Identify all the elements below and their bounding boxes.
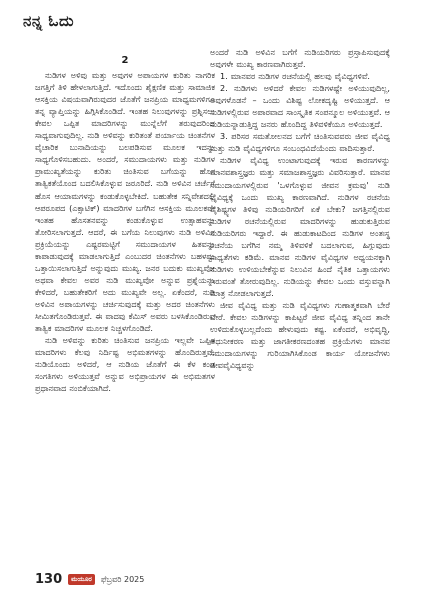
paragraph: ನುಡಿ ಅಳಿವನ್ನು ಕುರಿತು ಚಿಂತಿಸುವ ಜನಪ್ರಿಯ ಇಲ್ಲವೇ ಒಪ್ಪಿತ ಮಾದರಿಗಳು ಕೆಲವು ನಿರ್ದಿಷ್ಟ ಅಭಿಮತಗಳನ್ನು ಹೊಂದಿರುತ್ತವೆ. ನುಡಿಯೊಂದು ಅಳಿದರೆ, ಆ ನುಡಿಯ ಜೊತೆಗೆ ಈ ಕೆಳ ಕಂಡ ಸಂಗತಿಗಳು ಅಳಿಯುತ್ತವೆ ಅನ್ನುವ ಅಭಿಪ್ರಾಯಗಳ ಈ ಅಭಿಮತಗಳ ಪ್ರಧಾನವಾದ ನಂಬಿಕೆಯಾಗಿದೆ. <box>35 335 215 394</box>
numbered-point: 1. ಮಾನವರ ನುಡಿಗಳ ರಚನೆಯಲ್ಲಿ ಹಲವು ವೈವಿಧ್ಯಗಳಿವೆ. <box>220 71 371 82</box>
paragraph: ಅಂದರೆ ನುಡಿ ಅಳಿವಿನ ಬಗೆಗೆ ನುಡಿಯರಿಗರು ಪ್ರಸ್ತಾಪಿಸುವುದಕ್ಕೆ ಅವುಗಳೇ ಮುಖ್ಯ ಕಾರಣವಾಗಿರುತ್ತವೆ. <box>210 47 390 70</box>
chapter-number: 2 <box>121 55 129 66</box>
paragraph: ಜೀವ ವೈವಿಧ್ಯ ಮತ್ತು ನುಡಿ ವೈವಿಧ್ಯಗಳು ಗುಣಾತ್ಮಕವಾಗಿ ಬೇರೆ ಬೇರೆ. ಕೇವಲ ನುಡಿಗಳನ್ನು ಕಾಪಿಟ್ಟರೆ ಜೀವ ವೈವಿಧ್ಯ ತನ್ನಿಂದ ತಾನೇ ಉಳಿದುಕೊಳ್ಳಬಲ್ಲದೆಂದು ಹೇಳುವುದು ಕಷ್ಟ. ಏಕೆಂದರೆ, ಅಭಿವೃದ್ಧಿ, ಆಧುನೀಕರಣ ಮತ್ತು ಜಾಗತೀಕರಣದಂತಹ ಪ್ರಕ್ರಿಯೆಗಳು ಮಾನವ ಸಮುದಾಯಗಳನ್ನು ಗುರಿಯಾಗಿಸಿಕೊಂಡ ಕಾರ್ಯ ಯೋಜನೆಗಳು ಜೀವವೈವಿಧ್ಯವನ್ನು <box>210 299 390 371</box>
issue-date: ಫೆಬ್ರವರಿ 2025 <box>100 574 145 584</box>
paragraph: ನುಡಿಗಳ ವೈವಿಧ್ಯ ಉಂಟಾಗುವುದಕ್ಕೆ ಇರುವ ಕಾರಣಗಳನ್ನು ಮಾನವಶಾಸ್ತ್ರಜ್ಞರು ಮತ್ತು ಸಮಾಜಶಾಸ್ತ್ರಜ್ಞರು ವಿವರಿಸುತ್ತಾರೆ. ಮಾನವ ಸಮುದಾಯಗಳಲ್ಲಿರುವ 'ಒಳಗೊಳ್ಳುವ ಜೀವನ ಕ್ರಮವು' ನುಡಿ ವೈವಿಧ್ಯಕ್ಕೆ ಒಂದು ಮುಖ್ಯ ಕಾರಣವಾಗಿದೆ. ನುಡಿಗಳ ರಚನೆಯ ವೈಶಿಷ್ಟ್ಯಗಳ ತಿಳಿವು ನುಡಿಯರಿಗರಿಗೆ ಏಕೆ ಬೇಕು? ಜಗತ್ತಿನಲ್ಲಿರುವ ನುಡಿಗಳ ರಚನೆಯಲ್ಲಿರುವ ಮಾದರಿಗಳನ್ನು ಹುಡುಕುತ್ತಿರುವ ನುಡಿಯರಿಗರು ಇದ್ದಾರೆ. ಈ ಹುಡುಕಾಟದಿಂದ ನುಡಿಗಳ ಅಂತಃಸ್ಥ ರಚನೆಯ ಬಗೆಗಿನ ನಮ್ಮ ತಿಳಿವಳಿಕೆ ಬದಲಾಗುವ, ಹಿಗ್ಗುವುದು ಸಾಧ್ಯತೆಗಳು ಕಡಿಮೆ. ಮಾನವ ನುಡಿಗಳ ವೈವಿಧ್ಯಗಳ ಅಧ್ಯಯನಕ್ಕಾಗಿ ನುಡಿಗಳು ಉಳಿಯಬೇಕೆನ್ನುವ ನಿಲುವಿನ ಹಿಂದೆ ನೈತಿಕ ಒತ್ತಾಯಗಳು ಇರುವಂತೆ ತೋರುವುದಿಲ್ಲ. ನುಡಿಯನ್ನು ಕೇವಲ ಒಂದು ವಸ್ತುವನ್ನಾಗಿ ಮಾತ್ರ ನೋಡಲಾಗುತ್ತದೆ. <box>210 155 390 298</box>
page-footer <box>35 572 144 587</box>
left-column <box>35 55 215 394</box>
right-column <box>210 46 390 371</box>
numbered-point: 3. ಪರಿಸರ ಸಮತೋಲನದ ಬಗೆಗೆ ಚಿಂತಿಸುವವರು ಜೀವ ವೈವಿಧ್ಯ ಮತ್ತು ನುಡಿ ವೈವಿಧ್ಯಗಳಿಗೂ ಸಂಬಂಧವಿದೆಯೆಂದು ವಾದಿಸುತ್ತಾರೆ. <box>210 131 390 154</box>
paragraph: ನುಡಿಗಳ ಅಳಿವು ಮತ್ತು ಅವುಗಳ ಅಪಾಯಗಳ ಕುರಿತು ನಾಗರಿಕ ಜಗತ್ತಿಗೆ ತಿಳಿ ಹೇಳಲಾಗುತ್ತಿದೆ. ಇದೊಂದು ಶೈಕ್ಷಣಿಕ ಮತ್ತು ಸಾಮಾಜಿಕ ಆಸಕ್ತಿಯ ವಿಷಯವಾಗಿರುವುದರ ಜೊತೆಗೆ ಜನಪ್ರಿಯ ಮಾಧ್ಯಮಗಳಿಗೂ ತನ್ನ ವ್ಯಾಪ್ತಿಯನ್ನು ಹಿಗ್ಗಿಸಿಕೊಂಡಿದೆ. ಇಂತಹ ನಿಲುವುಗಳನ್ನು ಪ್ರಶ್ನಿಸಲು ಕೇವಲ ಒಪ್ಪಿತ ಮಾದರಿಗಳನ್ನು ಮುನ್ನೆಲೆಗೆ ತರುವುದರಿಂದ ಸಾಧ್ಯವಾಗುವುದಿಲ್ಲ. ನುಡಿ ಅಳಿವನ್ನು ಕುರಿತಂತೆ ಪರ್ಯಾಯ ಚಿಂತನೆಗಳ ವೈಚಾರಿಕ ಬುನಾದಿಯನ್ನು ಬಲಪಡಿಸುವ ಮೂಲಕ ಇದನ್ನು ಸಾಧ್ಯಗೊಳಿಸಬಹುದು. ಅಂದರೆ, ಸಮುದಾಯಗಳು ಮತ್ತು ನುಡಿಗಳ ಪ್ರಾಮುಖ್ಯತೆಯನ್ನು ಕುರಿತು ಚಿಂತಿಸುವ ಬಗೆಯನ್ನು ಹೊಸ ತಾತ್ವಿಕತೆಯೊಂದ ಬದಲಿಸಿಕೊಳ್ಳುವ ಜರೂರಿದೆ. ನುಡಿ ಅಳಿವಿನ ಚರ್ಚೆಗೆ ಹೊಸ ಆಯಾಮಗಳನ್ನು ಕಂಡುಕೊಳ್ಳಬೇಕಿದೆ. ಬಹುತೇಕ ಸನ್ನಿವೇಶದಲ್ಲಿ ಆಪರೂಪದ (ಎಕ್ಸಾಟಿಕ್) ಮಾದರಿಗಳ ಬಗೆಗಿನ ಆಸಕ್ತಿಯ ಮೂಲಕವೇ ಇಂತಹ ಹೊಸತನವನ್ನು ಕಂಡುಕೊಳ್ಳುವ ಉತ್ಸಾಹವನ್ನು ತೋರಿಸಲಾಗುತ್ತದೆ. ಆದರೆ, ಈ ಬಗೆಯ ನಿಲುವುಗಳು ನುಡಿ ಅಳಿವಿನ ಪ್ರಕ್ರಿಯೆಯನ್ನು ಎಷ್ಟರಮಟ್ಟಿಗೆ ಸಮುದಾಯಗಳ ಹಿತವನ್ನು ಕಾಪಾಡುವುದಕ್ಕೆ ಮಾಡಲಾಗುತ್ತಿದೆ ಎಂಬುದರ ಚಿಂತನೆಗಳು ಬಹಳಷ್ಟು ಒತ್ತಾಯಿಸಲಾಗುತ್ತಿದೆ ಅನ್ನುವುದು ಮುಖ್ಯ. ಜನರ ಬದುಕು ಮುಖ್ಯವೋ ಅಥವಾ ಕೇವಲ ಅವರ ನುಡಿ ಮುಖ್ಯವೋ ಅನ್ನುವ ಪ್ರಶ್ನೆಯನ್ನು ಕೇಳಿದರೆ, ಬಹುತೇಕರಿಗೆ ಅದು ಮುಖ್ಯವೇ ಅಲ್ಲ. ಏಕೆಂದರೆ, ನುಡಿ ಅಳಿವಿನ ಅಪಾಯಗಳನ್ನು ಚರ್ಚಿಸುವುದಕ್ಕೆ ಮತ್ತು ಅದರ ಚಿಂತನೆಗಳು ಸೀಮಿತಗೊಂಡಿರುತ್ತವೆ. ಈ ವಾದವು ಕೆಮಿಸ್ ಅವರು ಬಳಸಿಕೊಂಡಿರುವ ತಾತ್ವಿಕ ಮಾದರಿಗಳ ಮೂಲಕ ನಿಚ್ಚಳಗೊಂಡಿದೆ. <box>35 70 215 334</box>
magazine-logo: ಮಯೂರ <box>68 574 95 585</box>
section-title: ನನ್ನ ಓದು <box>23 12 74 30</box>
page-number: 130 <box>35 572 63 587</box>
numbered-point: 2. ನುಡಿಗಳು ಅಳಿದರೆ ಕೇವಲ ನುಡಿಗಳಷ್ಟೇ ಅಳಿಯುವುದಿಲ್ಲ, ಅವುಗಳೊಡನೆ – ಒಂದು ವಿಶಿಷ್ಟ ಲೋಕದೃಷ್ಟಿ ಅಳಿಯುತ್ತದೆ. ಆ ನುಡಿಗಳಲ್ಲಿರುವ ಅಪಾರವಾದ ಸಾಂಸ್ಕೃತಿಕ ಸಂಪನ್ಮೂಲ ಅಳಿಯುತ್ತವೆ. ಆ ನುಡಿಯನ್ನಾಡುತ್ತಿದ್ದ ಜನರು ಹೊಂದಿದ್ದ ತಿಳಿವಳಿಕೆಯೂ ಅಳಿಯುತ್ತದೆ. <box>210 83 390 130</box>
